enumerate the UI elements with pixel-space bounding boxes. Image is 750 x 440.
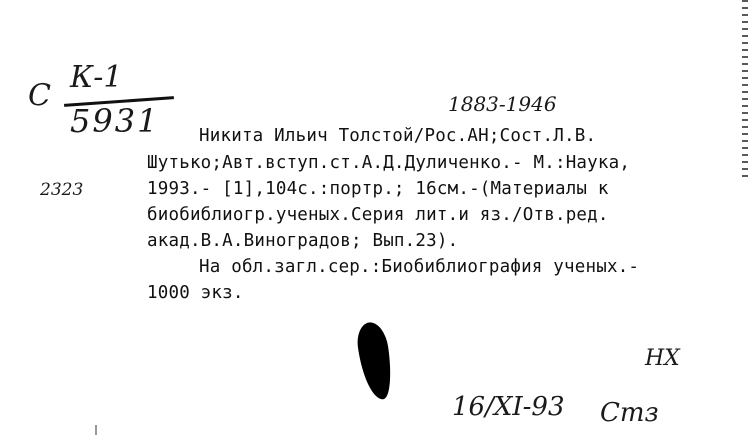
ink-blot bbox=[355, 320, 396, 401]
entry-line: акад.В.А.Виноградов; Вып.23). bbox=[147, 231, 459, 251]
entry-line: 1993.- [1],104с.:портр.; 16см.-(Материалы к bbox=[147, 179, 609, 199]
entry-line: биобиблиогр.ученых.Серия лит.и яз./Отв.ред. bbox=[147, 205, 609, 225]
handwritten-date: 16/XI-93 bbox=[452, 392, 565, 422]
handwritten-code: НХ bbox=[645, 346, 680, 371]
shelf-mark-bottom: 5931 bbox=[70, 102, 160, 140]
handwritten-prefix: С bbox=[28, 78, 51, 113]
handwritten-years: 1883-1946 bbox=[448, 92, 557, 116]
entry-line: Шутько;Авт.вступ.ст.А.Д.Дуличенко.- М.:Наука, bbox=[147, 153, 631, 173]
entry-note-line: На обл.загл.сер.:Биобиблиография ученых.- bbox=[199, 257, 640, 277]
entry-line: Никита Ильич Толстой/Рос.АН;Сост.Л.В. bbox=[199, 126, 597, 146]
handwritten-number: 2323 bbox=[40, 180, 84, 200]
scan-corner-artifact bbox=[95, 425, 115, 435]
handwritten-mark: Стз bbox=[600, 398, 659, 428]
shelf-mark-top: К-1 bbox=[70, 60, 123, 95]
scan-edge-artifact bbox=[742, 0, 748, 180]
entry-note-line: 1000 экз. bbox=[147, 283, 244, 303]
